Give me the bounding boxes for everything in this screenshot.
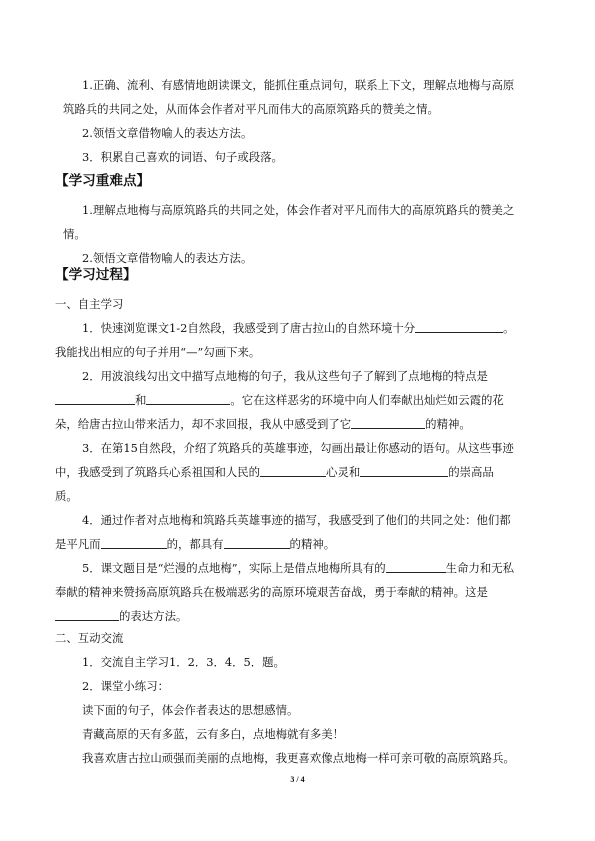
fill-blank[interactable] <box>224 537 290 549</box>
fill-blank[interactable] <box>146 393 230 405</box>
question-1-text: 1．快速浏览课文1-2自然段，我感受到了唐古拉山的自然环境十分 <box>82 321 416 335</box>
question-2-line-3 <box>55 417 471 432</box>
page-number: 3 / 4 <box>290 775 305 784</box>
fill-blank[interactable] <box>360 465 448 477</box>
question-2-and: 和 <box>135 393 147 407</box>
objective-2: 2.领悟文章借物喻人的表达方法。 <box>82 126 253 140</box>
objective-1-line-1: 1.正确、流利、有感情地朗读课文，能抓住重点词句，联系上下文，理解点地梅与高原 <box>82 78 515 92</box>
objective-3: 3．积累自己喜欢的词语、句子或段落。 <box>82 150 283 164</box>
objective-1-line-2: 筑路兵的共同之处，从而体会作者对平凡而伟大的高原筑路兵的赞美之情。 <box>63 102 439 116</box>
process-heading: 【学习过程】 <box>55 267 137 283</box>
interaction-1: 1．交流自主学习1．2．3．4．5．题。 <box>82 655 285 669</box>
key-points-heading: 【学习重难点】 <box>55 173 151 189</box>
fill-blank[interactable] <box>55 393 135 405</box>
fill-blank[interactable] <box>260 465 326 477</box>
question-1-line-2: 我能找出相应的句子并用“—”勾画下来。 <box>55 345 261 359</box>
key-point-2: 2.领悟文章借物喻人的表达方法。 <box>82 251 253 265</box>
question-3-text-b: 心灵和 <box>326 465 361 479</box>
question-5-text-b: 生命力和无私 <box>445 561 515 575</box>
interaction-5: 我喜欢唐古拉山顽强而美丽的点地梅，我更喜欢像点地梅一样可亲可敬的高原筑路兵。 <box>82 751 515 765</box>
question-1-line-1 <box>82 321 515 336</box>
interaction-3: 读下面的句子，体会作者表达的思想感情。 <box>82 703 299 717</box>
fill-blank[interactable] <box>351 417 425 429</box>
fill-blank[interactable] <box>55 609 119 621</box>
interaction-4: 青藏高原的天有多蓝，云有多白，点地梅就有多美！ <box>82 727 344 741</box>
section-1-title: 一、自主学习 <box>55 297 124 311</box>
question-1-end: 。 <box>503 321 515 335</box>
question-2-rest: 。它在这样恶劣的环境中向人们奉献出灿烂如云霞的花 <box>230 393 504 407</box>
question-5-line-1 <box>82 561 514 576</box>
fill-blank[interactable] <box>386 561 446 573</box>
key-point-1-line-1: 1.理解点地梅与高原筑路兵的共同之处，体会作者对平凡而伟大的高原筑路兵的赞美之 <box>82 203 515 217</box>
interaction-2: 2．课堂小练习： <box>82 679 169 693</box>
question-2-line-3-end: 的精神。 <box>425 417 471 431</box>
fill-blank[interactable] <box>415 321 503 333</box>
question-4-text-b: 的，都具有 <box>166 537 224 551</box>
question-2-line-3-text: 朵，给唐古拉山带来活力，却不求回报，我从中感受到了它 <box>55 417 352 431</box>
section-2-title: 二、互动交流 <box>55 631 124 645</box>
question-2-line-2 <box>55 393 504 408</box>
question-5-text-a: 5．课文题目是“烂漫的点地梅”，实际上是借点地梅所具有的 <box>82 561 386 575</box>
question-4-text-a: 是平凡而 <box>55 537 101 551</box>
question-3-text-c: 的崇高品 <box>448 465 494 479</box>
question-4-line-2 <box>55 537 335 552</box>
question-5-line-3 <box>55 609 187 624</box>
question-3-line-3: 质。 <box>55 489 78 503</box>
question-3-line-2 <box>55 465 494 480</box>
question-3-text-a: 中，我感受到了筑路兵心系祖国和人民的 <box>55 465 261 479</box>
question-3-line-1: 3．在第15自然段，介绍了筑路兵的英雄事迹，勾画出最让你感动的语句。从这些事迹 <box>82 441 514 455</box>
fill-blank[interactable] <box>101 537 167 549</box>
key-point-1-line-2: 情。 <box>63 227 86 241</box>
question-4-text-c: 的精神。 <box>289 537 336 551</box>
question-5-end: 的表达方法。 <box>119 609 188 623</box>
question-2-line-1: 2．用波浪线勾出文中描写点地梅的句子，我从这些句子了解到了点地梅的特点是 <box>82 369 488 383</box>
question-5-line-2: 奉献的精神来赞扬高原筑路兵在极端恶劣的高原环境艰苦奋战，勇于奉献的精神。这是 <box>55 585 488 599</box>
question-4-line-1: 4．通过作者对点地梅和筑路兵英雄事迹的描写，我感受到了他们的共同之处：他们都 <box>82 513 511 527</box>
